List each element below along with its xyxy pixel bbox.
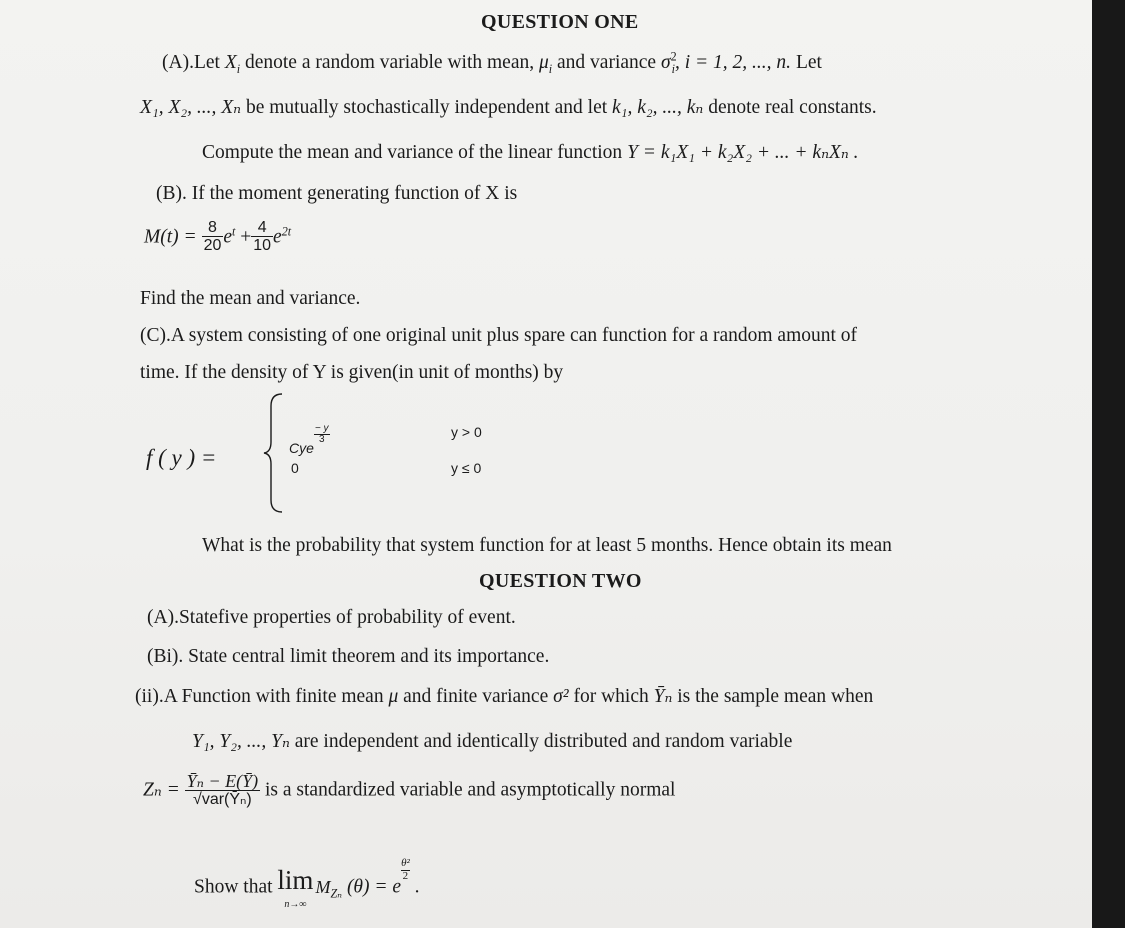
q1b-find: Find the mean and variance. (140, 288, 361, 309)
q1c-question: What is the probability that system function for at least 5 months. Hence obtain its mean (202, 535, 892, 556)
q2ii-line2: Y₁, Y₂, ..., Yₙ are independent and identically distributed and random variable (192, 731, 793, 752)
density-function-lhs: f ( y ) = (146, 445, 217, 470)
question-one-heading: QUESTION ONE (481, 11, 639, 33)
dark-background-strip (1092, 0, 1125, 928)
density-condition-nonpositive: y ≤ 0 (451, 460, 482, 476)
q2ii-line1: (ii).A Function with finite mean μ and finite variance σ² for which Ȳₙ is the sample mean when (135, 686, 874, 707)
q2bi-text: (Bi). State central limit theorem and its importance. (147, 646, 550, 667)
left-brace (262, 392, 284, 514)
density-condition-positive: y > 0 (451, 424, 482, 440)
q1a-line1: (A).Let $X_i$ denote a random variable with mean, $\mu_i$ and variance $\sigma^2_i$, i = 1, 2, ..., n. Let (162, 49, 822, 76)
question-two-heading: QUESTION TWO (479, 570, 642, 592)
zn-equation: Zₙ = $\frac{\text{Ȳₙ − E(Ȳ)}}{\text{√var(Ȳₙ)}}$ is a standardized variable and asymptotically normal (143, 771, 676, 808)
q1c-line2: time. If the density of Y is given(in unit of months) by (140, 362, 564, 383)
density-case-zero: 0 (291, 460, 299, 476)
q1a-line2: X₁, X₂, ..., Xₙ be mutually stochastically independent and let k₁, k₂, ..., kₙ denote real constants. (140, 97, 877, 118)
q1b-line1: (B). If the moment generating function of X is (156, 183, 518, 204)
q1c-line1: (C).A system consisting of one original unit plus spare can function for a random amount of (140, 325, 858, 346)
q2a-text: (A).Statefive properties of probability of event. (147, 607, 516, 628)
q1b-mgf-equation: M(t) = $\frac{8}{20}$ $e^t$ + $\frac{4}{10}$ $e^{2t}$ (144, 219, 292, 254)
density-case-positive: Cye $\frac{- y}{3}$ (289, 423, 329, 456)
q1a-line3: Compute the mean and variance of the linear function Y = k₁X₁ + k₂X₂ + ... + kₙXₙ . (202, 142, 859, 163)
show-that-line: Show that lim n→∞ $M_{Z_n}$ (θ) = e $\frac{\text{θ²}}{2}$ . (194, 857, 420, 910)
